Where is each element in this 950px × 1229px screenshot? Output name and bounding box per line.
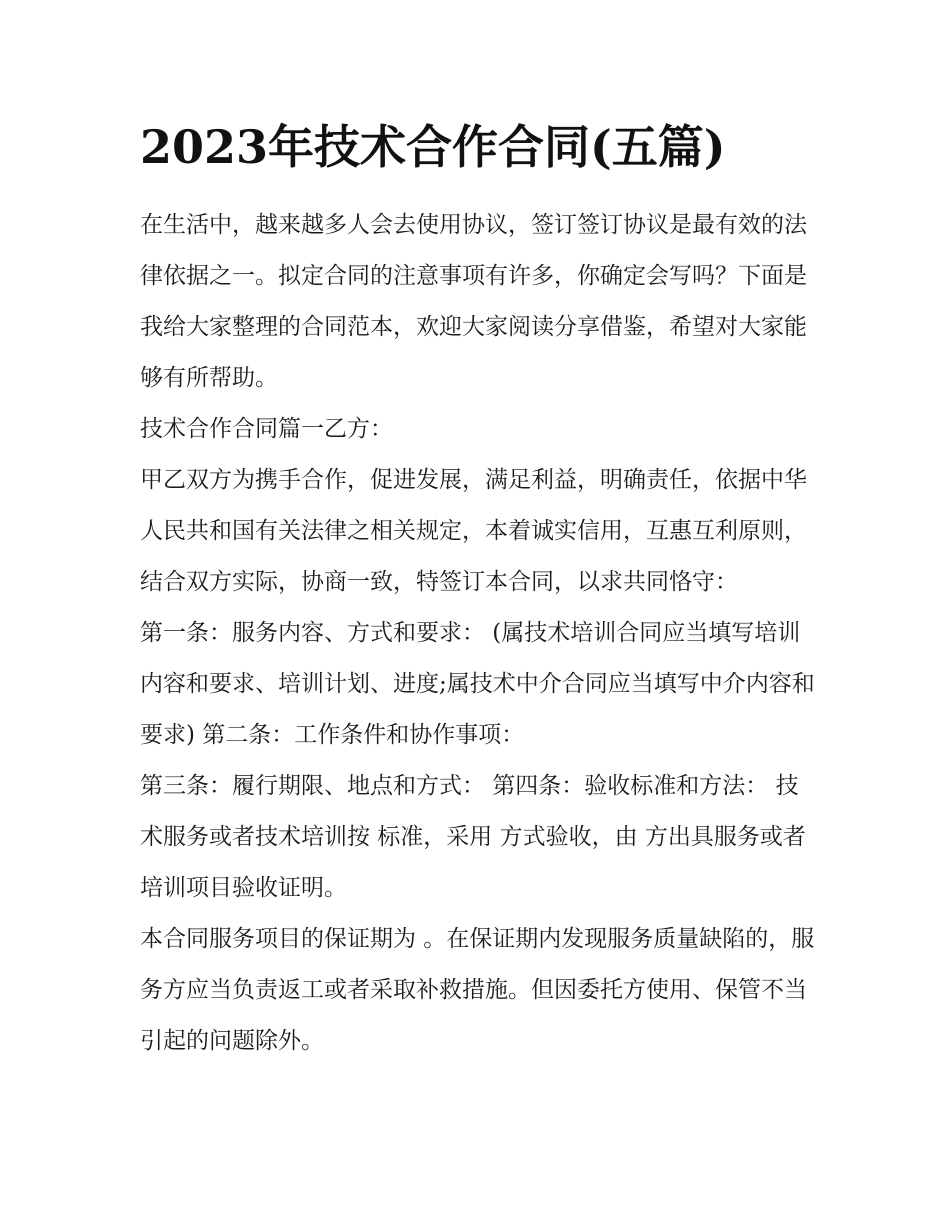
document-body [140,200,820,1067]
document-title: 2023年技术合作合同(五篇) [140,120,726,174]
paragraph-preamble: 甲乙双方为携手合作，促进发展，满足利益，明确责任，依据中华人民共和国有关法律之相关规定，本着诚实信用，互惠互利原则，结合双方实际，协商一致，特签订本合同，以求共同恪守： [140,467,807,595]
paragraph-article-1-2: 第一条：服务内容、方式和要求： (属技术培训合同应当填写培训内容和要求、培训计划、进度;属技术中介合同应当填写中介内容和要求) 第二条：工作条件和协作事项： [140,620,815,748]
paragraph-article-3-4: 第三条：履行期限、地点和方式： 第四条：验收标准和方法： 技术服务或者技术培训按 标准，采用 方式验收，由 方出具服务或者培训项目验收证明。 [140,773,806,901]
paragraph-warranty: 本合同服务项目的保证期为 。在保证期内发现服务质量缺陷的，服务方应当负责返工或者采取补救措施。但因委托方使用、保管不当引起的问题除外。 [140,926,815,1054]
paragraph-intro: 在生活中，越来越多人会去使用协议，签订签订协议是最有效的法律依据之一。拟定合同的注意事项有许多，你确定会写吗？下面是我给大家整理的合同范本，欢迎大家阅读分享借鉴，希望对大家能够有所帮助。 [140,212,807,391]
paragraph-section-heading: 技术合作合同篇一乙方： [140,416,393,442]
